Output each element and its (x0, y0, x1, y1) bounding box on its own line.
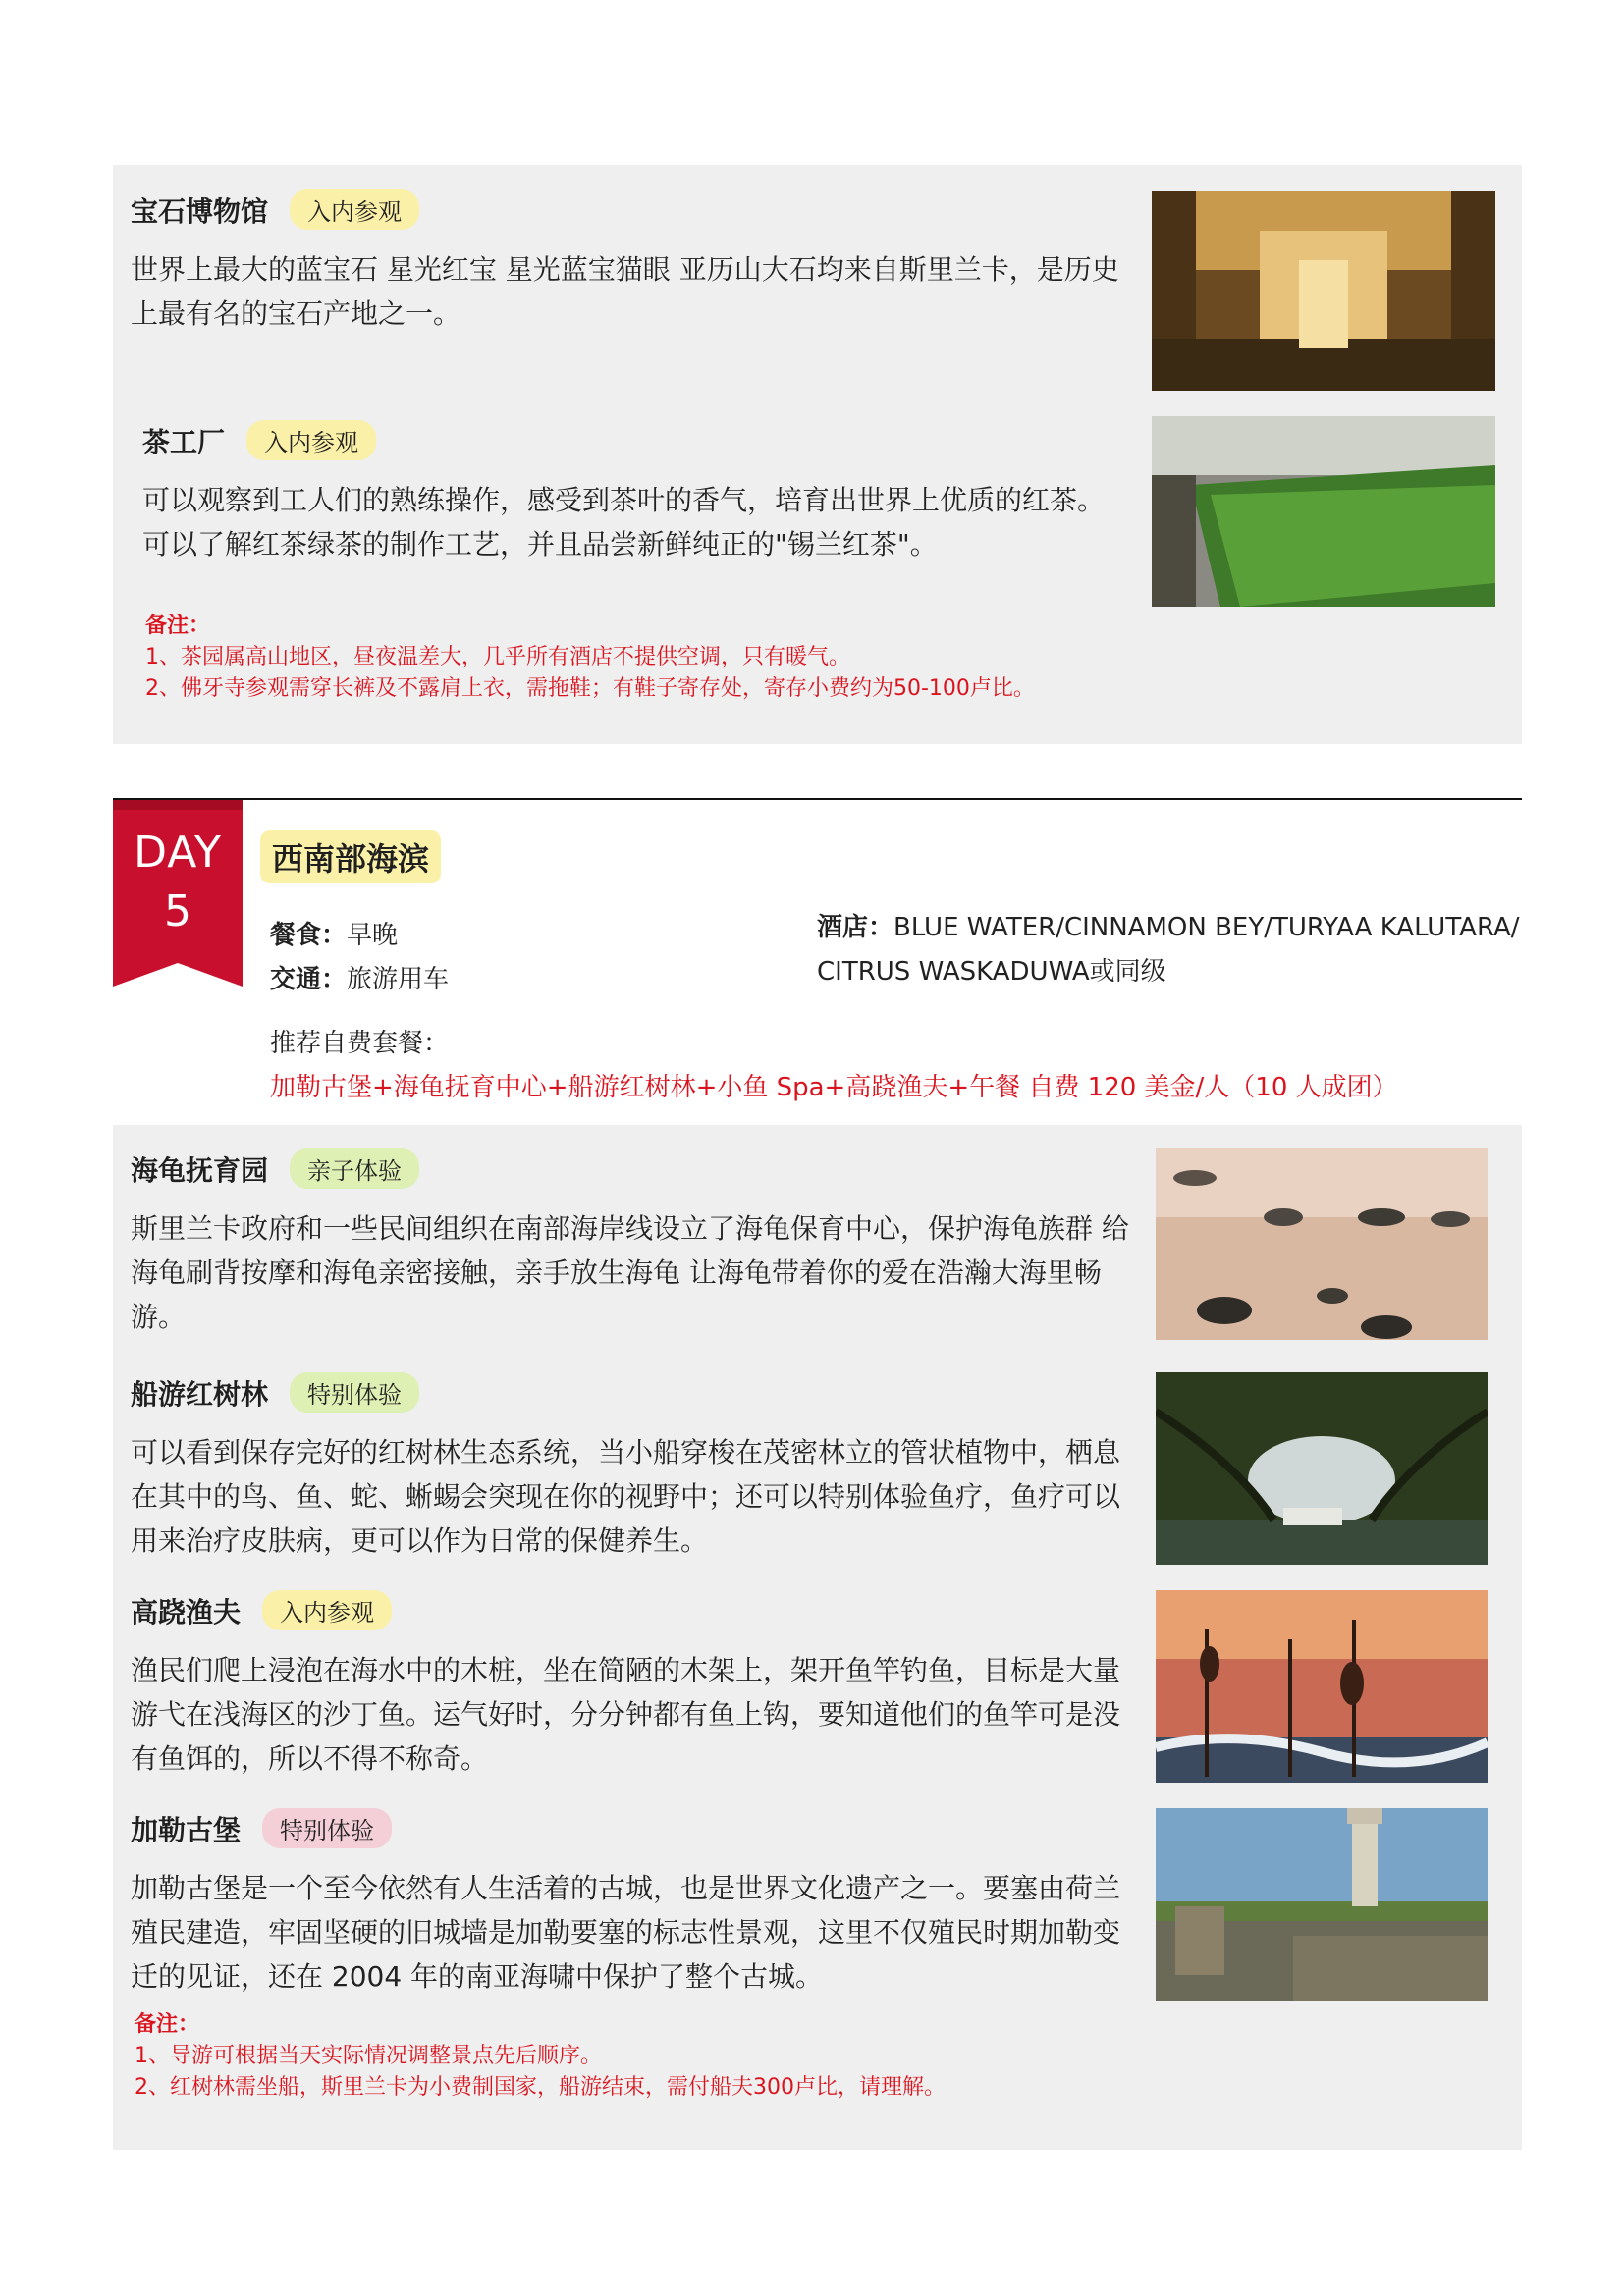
attraction-tag: 特别体验 (262, 1808, 392, 1848)
galle-fort-photo (1156, 1808, 1488, 2001)
transport-value: 旅游用车 (347, 965, 450, 994)
attraction-desc: 斯里兰卡政府和一些民间组织在南部海岸线设立了海龟保育中心，保护海龟族群 给海龟刷背按摩和海龟亲密接触，亲手放生海龟 让海龟带着你的爱在浩瀚大海里畅游。 (131, 1212, 1129, 1333)
note-title: 备注： (135, 2012, 200, 2037)
attraction-desc: 渔民们爬上浸泡在海水中的木桩，坐在简陋的木架上，架开鱼竿钓鱼，目标是大量游弋在浅海区的沙丁鱼。运气好时，分分钟都有鱼上钩，要知道他们的鱼竿可是没有鱼饵的，所以不得不称奇。 (131, 1654, 1121, 1775)
attraction-tea-factory (142, 420, 1124, 566)
attraction-desc: 世界上最大的蓝宝石 星光红宝 星光蓝宝猫眼 亚历山大石均来自斯里兰卡，是历史上最有名的宝石产地之一。 (131, 253, 1119, 330)
note-line: 2、红树林需坐船，斯里兰卡为小费制国家，船游结束，需付船夫300卢比，请理解。 (135, 2075, 946, 2100)
meals-info (270, 915, 398, 951)
attraction-name: 宝石博物馆 (131, 194, 269, 228)
hotel-value-line1: BLUE WATER/CINNAMON BEY/TURYAA KALUTARA/ (893, 913, 1520, 942)
attraction-desc: 加勒古堡是一个至今依然有人生活着的古城，也是世界文化遗产之一。要塞由荷兰殖民建造，牢固坚硬的旧城墙是加勒要塞的标志性景观，这里不仅殖民时期加勒变迁的见证，还在 2004 年的南亚海啸中保护了整个古城。 (131, 1872, 1121, 1993)
attraction-galle-fort (131, 1808, 1142, 1999)
note-title: 备注： (145, 614, 211, 638)
note-line: 2、佛牙寺参观需穿长裤及不露肩上衣，需拖鞋；有鞋子寄存处，寄存小费约为50-100卢比。 (145, 676, 1035, 701)
day-number: 5 (164, 886, 191, 936)
attraction-mangrove-boat (131, 1372, 1142, 1563)
plan-label: 推荐自费套餐： (270, 1029, 450, 1058)
transport-label: 交通： (270, 965, 348, 994)
attraction-tag: 亲子体验 (290, 1148, 419, 1189)
day-title: 西南部海滨 (260, 830, 441, 883)
bottom-note (135, 2009, 946, 2104)
attraction-tag: 入内参观 (262, 1590, 392, 1630)
top-note (145, 611, 1035, 705)
attraction-tag: 入内参观 (290, 189, 419, 230)
stilt-fishermen-photo (1156, 1590, 1488, 1783)
attraction-name: 海龟抚育园 (131, 1153, 269, 1187)
attraction-stilt-fishermen (131, 1590, 1142, 1781)
hotel-value-line2: CITRUS WASKADUWA或同级 (817, 957, 1166, 987)
plan-value: 加勒古堡+海龟抚育中心+船游红树林+小鱼 Spa+高跷渔夫+午餐 自费 120 美金/人（10 人成团） (270, 1073, 1398, 1102)
gem-museum-photo (1152, 191, 1495, 391)
attraction-desc: 可以观察到工人们的熟练操作，感受到茶叶的香气，培育出世界上优质的红茶。可以了解红茶绿茶的制作工艺，并且品尝新鲜纯正的"锡兰红茶"。 (142, 484, 1106, 561)
attraction-turtle-nursery (131, 1148, 1142, 1339)
attraction-desc: 可以看到保存完好的红树林生态系统，当小船穿梭在茂密林立的管状植物中，栖息在其中的鸟、鱼、蛇、蜥蜴会突现在你的视野中；还可以特别体验鱼疗，鱼疗可以用来治疗皮肤病，更可以作为日常的保健养生。 (131, 1436, 1121, 1557)
attraction-name: 船游红树林 (131, 1377, 269, 1411)
tea-factory-photo (1152, 416, 1495, 607)
attraction-name: 高跷渔夫 (131, 1595, 242, 1629)
meals-label: 餐食： (270, 921, 348, 950)
mangrove-photo (1156, 1372, 1488, 1565)
note-line: 1、茶园属高山地区，昼夜温差大，几乎所有酒店不提供空调，只有暖气。 (145, 645, 850, 669)
attraction-name: 加勒古堡 (131, 1813, 242, 1846)
attraction-gem-museum (131, 189, 1122, 336)
note-line: 1、导游可根据当天实际情况调整景点先后顺序。 (135, 2044, 602, 2068)
attraction-name: 茶工厂 (142, 425, 226, 458)
day-label: DAY (134, 828, 222, 878)
attraction-tag: 入内参观 (246, 420, 376, 460)
transport-info (270, 959, 449, 995)
meals-value: 早晚 (347, 921, 399, 950)
turtle-photo (1156, 1148, 1488, 1340)
day-divider (113, 798, 1522, 800)
hotel-label: 酒店： (817, 913, 894, 942)
day-ribbon (113, 800, 243, 987)
attraction-tag: 特别体验 (290, 1372, 419, 1413)
hotel-info (817, 906, 1520, 994)
